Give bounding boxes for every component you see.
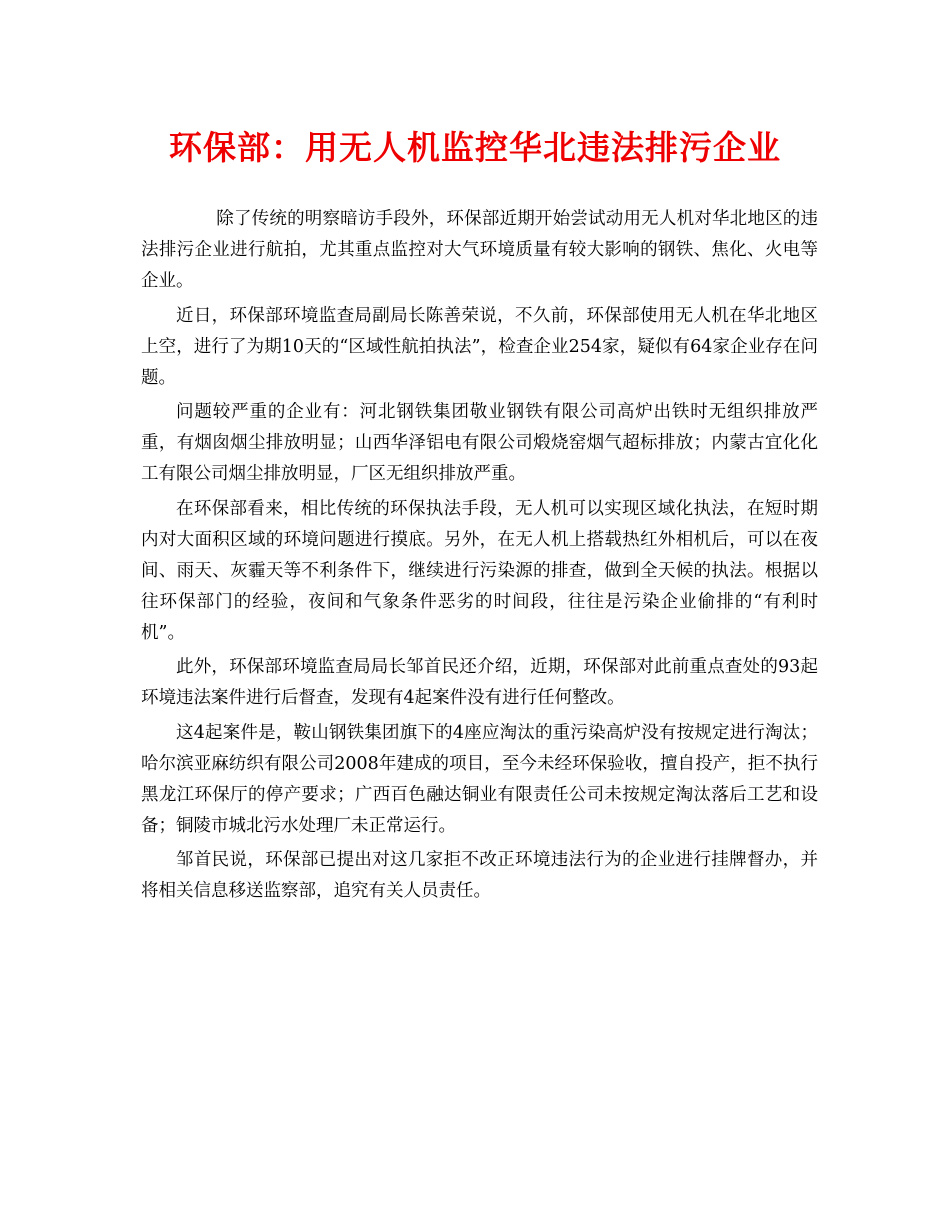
paragraph-6: 这4起案件是，鞍山钢铁集团旗下的4座应淘汰的重污染高炉没有按规定进行淘汰；哈尔滨亚麻纺织有限公司2008年建成的项目，至今未经环保验收，擅自投产，拒不执行黑龙江环保厅的停产要求；广西百色融达铜业有限责任公司未按规定淘汰落后工艺和设备；铜陵市城北污水处理厂未正常运行。 (141, 722, 818, 836)
document-title: 环保部：用无人机监控华北违法排污企业 (169, 128, 781, 167)
document-body (141, 204, 818, 911)
paragraph-7: 邹首民说，环保部已提出对这几家拒不改正环境违法行为的企业进行挂牌督办，并将相关信息移送监察部，追究有关人员责任。 (141, 850, 818, 901)
paragraph-2: 近日，环保部环境监查局副局长陈善荣说，不久前，环保部使用无人机在华北地区上空，进行了为期10天的“区域性航拍执法”，检查企业254家，疑似有64家企业存在问题。 (141, 305, 818, 388)
paragraph-5: 此外，环保部环境监查局局长邹首民还介绍，近期，环保部对此前重点查处的93起环境违法案件进行后督查，发现有4起案件没有进行任何整改。 (141, 657, 818, 708)
paragraph-4: 在环保部看来，相比传统的环保执法手段，无人机可以实现区域化执法，在短时期内对大面积区域的环境问题进行摸底。另外，在无人机上搭载热红外相机后，可以在夜间、雨天、灰霾天等不利条件下，继续进行污染源的排查，做到全天候的执法。根据以往环保部门的经验，夜间和气象条件恶劣的时间段，往往是污染企业偷排的“有利时机”。 (141, 498, 818, 643)
paragraph-1: 除了传统的明察暗访手段外，环保部近期开始尝试动用无人机对华北地区的违法排污企业进行航拍，尤其重点监控对大气环境质量有较大影响的钢铁、焦化、火电等企业。 (141, 209, 818, 291)
paragraph-3: 问题较严重的企业有：河北钢铁集团敬业钢铁有限公司高炉出铁时无组织排放严重，有烟囱烟尘排放明显；山西华泽铝电有限公司煅烧窑烟气超标排放；内蒙古宜化化工有限公司烟尘排放明显，厂区无组织排放严重。 (141, 402, 818, 484)
